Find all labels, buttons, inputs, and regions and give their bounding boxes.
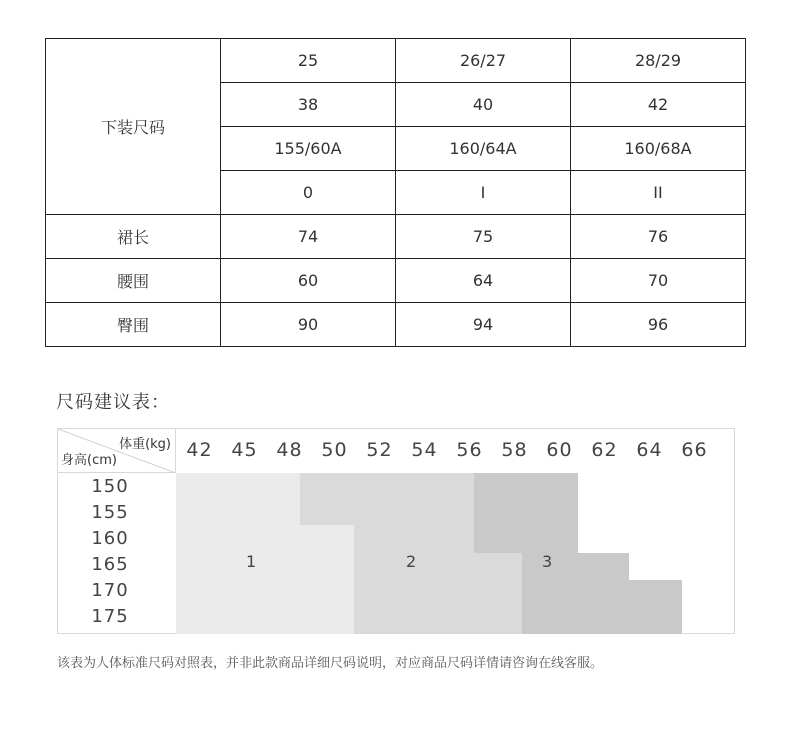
height-cell: 170 bbox=[91, 580, 129, 601]
measure-label: 裙长 bbox=[46, 215, 221, 259]
measure-cell: 70 bbox=[571, 259, 746, 303]
measure-label: 腰围 bbox=[46, 259, 221, 303]
measure-row-waist bbox=[46, 259, 746, 303]
size-table bbox=[45, 38, 746, 347]
measure-cell: 76 bbox=[571, 215, 746, 259]
recommendation-title: 尺码建议表： bbox=[56, 392, 170, 413]
weight-cell: 50 bbox=[321, 439, 348, 461]
measure-cell: 75 bbox=[396, 215, 571, 259]
size-cell: 40 bbox=[396, 83, 571, 127]
header-corner bbox=[58, 429, 176, 473]
size-cell: 160/68A bbox=[571, 127, 746, 171]
measure-cell: 90 bbox=[221, 303, 396, 347]
weight-cell: 64 bbox=[636, 439, 663, 461]
height-cell: 175 bbox=[91, 606, 129, 627]
size-cell: II bbox=[571, 171, 746, 215]
size-zone-3-lower bbox=[522, 580, 682, 634]
size-cell: 38 bbox=[221, 83, 396, 127]
size-row-1 bbox=[46, 39, 746, 83]
height-cell: 155 bbox=[91, 502, 129, 523]
height-cell: 160 bbox=[91, 528, 129, 549]
size-zone-2-upper bbox=[300, 473, 474, 525]
size-zone-3-upper bbox=[474, 473, 578, 553]
measure-row-hip bbox=[46, 303, 746, 347]
size-cell: 160/64A bbox=[396, 127, 571, 171]
size-cell: I bbox=[396, 171, 571, 215]
bottom-size-label: 下装尺码 bbox=[46, 39, 221, 215]
size-cell: 26/27 bbox=[396, 39, 571, 83]
measure-cell: 64 bbox=[396, 259, 571, 303]
size-cell: 0 bbox=[221, 171, 396, 215]
measure-cell: 96 bbox=[571, 303, 746, 347]
weight-cell: 52 bbox=[366, 439, 393, 461]
recommendation-chart bbox=[57, 428, 735, 634]
weight-cell: 54 bbox=[411, 439, 438, 461]
weight-cell: 60 bbox=[546, 439, 573, 461]
weight-header: 体重(kg) bbox=[119, 437, 171, 452]
zone-label-2: 2 bbox=[406, 552, 417, 571]
size-zone-3-middle bbox=[522, 553, 629, 580]
weight-cell: 56 bbox=[456, 439, 483, 461]
height-cell: 150 bbox=[91, 476, 129, 497]
weight-cell: 58 bbox=[501, 439, 528, 461]
weight-cell: 48 bbox=[276, 439, 303, 461]
measure-cell: 60 bbox=[221, 259, 396, 303]
measure-row-skirt-length bbox=[46, 215, 746, 259]
size-cell: 42 bbox=[571, 83, 746, 127]
size-cell: 25 bbox=[221, 39, 396, 83]
weight-cell: 62 bbox=[591, 439, 618, 461]
measure-cell: 74 bbox=[221, 215, 396, 259]
measure-label: 臀围 bbox=[46, 303, 221, 347]
weight-cell: 45 bbox=[231, 439, 258, 461]
height-cell: 165 bbox=[91, 554, 129, 575]
disclaimer-note: 该表为人体标准尺码对照表，并非此款商品详细尺码说明，对应商品尺码详情请咨询在线客服。 bbox=[57, 656, 604, 671]
size-cell: 155/60A bbox=[221, 127, 396, 171]
measure-cell: 94 bbox=[396, 303, 571, 347]
size-cell: 28/29 bbox=[571, 39, 746, 83]
height-header: 身高(cm) bbox=[61, 453, 117, 468]
weight-cell: 42 bbox=[186, 439, 213, 461]
zone-label-3: 3 bbox=[542, 552, 553, 571]
zone-label-1: 1 bbox=[246, 552, 257, 571]
weight-cell: 66 bbox=[681, 439, 708, 461]
